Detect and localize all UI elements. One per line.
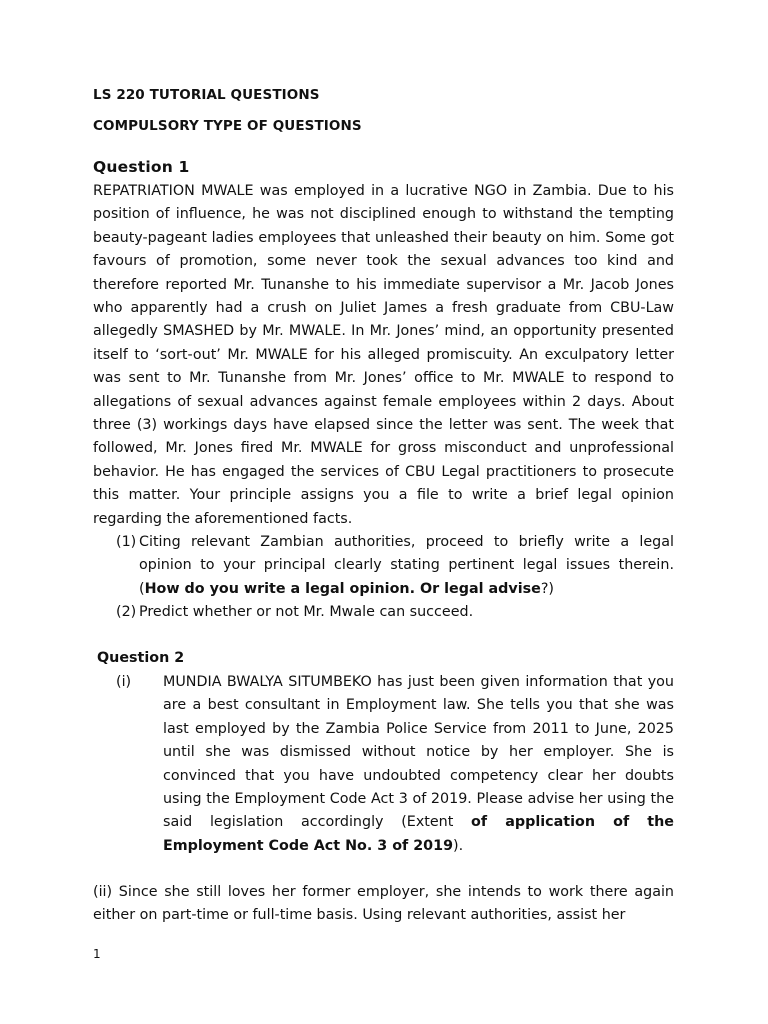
- part-i-bold-text: of application of the Employment Code Act No. 3 of 2019: [163, 814, 675, 854]
- question-1-title: Question 1: [93, 158, 190, 176]
- document-subtitle: COMPULSORY TYPE OF QUESTIONS: [93, 118, 362, 134]
- question-1-item-2: [116, 601, 674, 625]
- question-1-item-1: [116, 531, 674, 603]
- item-number: (2): [116, 604, 137, 620]
- question-2-part-i-text: MUNDIA BWALYA SITUMBEKO has just been given information that you are a best consultant in Employment law. She tells you that she was last employed by the Zambia Police Service from 2011 to June, 2025 until she was dismissed without notice by her employer. She is convinced that you have undoubted competency clear her doubts using the Employment Code Act 3 of 2019. Please advise her using the said legislation accordingly (Extent of application of the Employment Code Act No. 3 of 2019).: [163, 674, 675, 854]
- item-text: Predict whether or not Mr. Mwale can succeed.: [139, 604, 474, 620]
- item-number: (1): [116, 534, 137, 550]
- item-bold-text: How do you write a legal opinion. Or legal advise: [144, 580, 541, 597]
- document-title: LS 220 TUTORIAL QUESTIONS: [93, 87, 320, 103]
- question-1-body: REPATRIATION MWALE was employed in a lucrative NGO in Zambia. Due to his position of influence, he was not disciplined enough to withstand the tempting beauty-pageant ladies employees that unleashed their beauty on him. Some got favours of promotion, some never took the sexual advances too kind and therefore reported Mr. Tunanshe to his immediate supervisor a Mr. Jacob Jones who apparently had a crush on Juliet James a fresh graduate from CBU-Law allegedly SMASHED by Mr. MWALE. In Mr. Jones’ mind, an opportunity presented itself to ‘sort-out’ Mr. MWALE for his alleged promiscuity. An exculpatory letter was sent to Mr. Tunanshe from Mr. Jones’ office to Mr. MWALE to respond to allegations of sexual advances against female employees within 2 days. About three (3) workings days have elapsed since the letter was sent. The week that followed, Mr. Jones fired Mr. MWALE for gross misconduct and unprofessional behavior. He has engaged the services of CBU Legal practitioners to prosecute this matter. Your principle assigns you a file to write a brief legal opinion regarding the aforementioned facts.: [93, 183, 674, 527]
- question-2-title: Question 2: [97, 650, 185, 666]
- item-text: Citing relevant Zambian authorities, proceed to briefly write a legal opinion to your principal clearly stating pertinent legal issues therein. (How do you write a legal opinion. Or legal advise?): [139, 534, 674, 597]
- page-number: 1: [93, 947, 101, 961]
- question-2-part-ii-text: (ii) Since she still loves her former employer, she intends to work there again either on part-time or full-time basis. Using relevant authorities, assist her: [93, 884, 674, 924]
- question-2-part-i-number: (i): [116, 674, 132, 690]
